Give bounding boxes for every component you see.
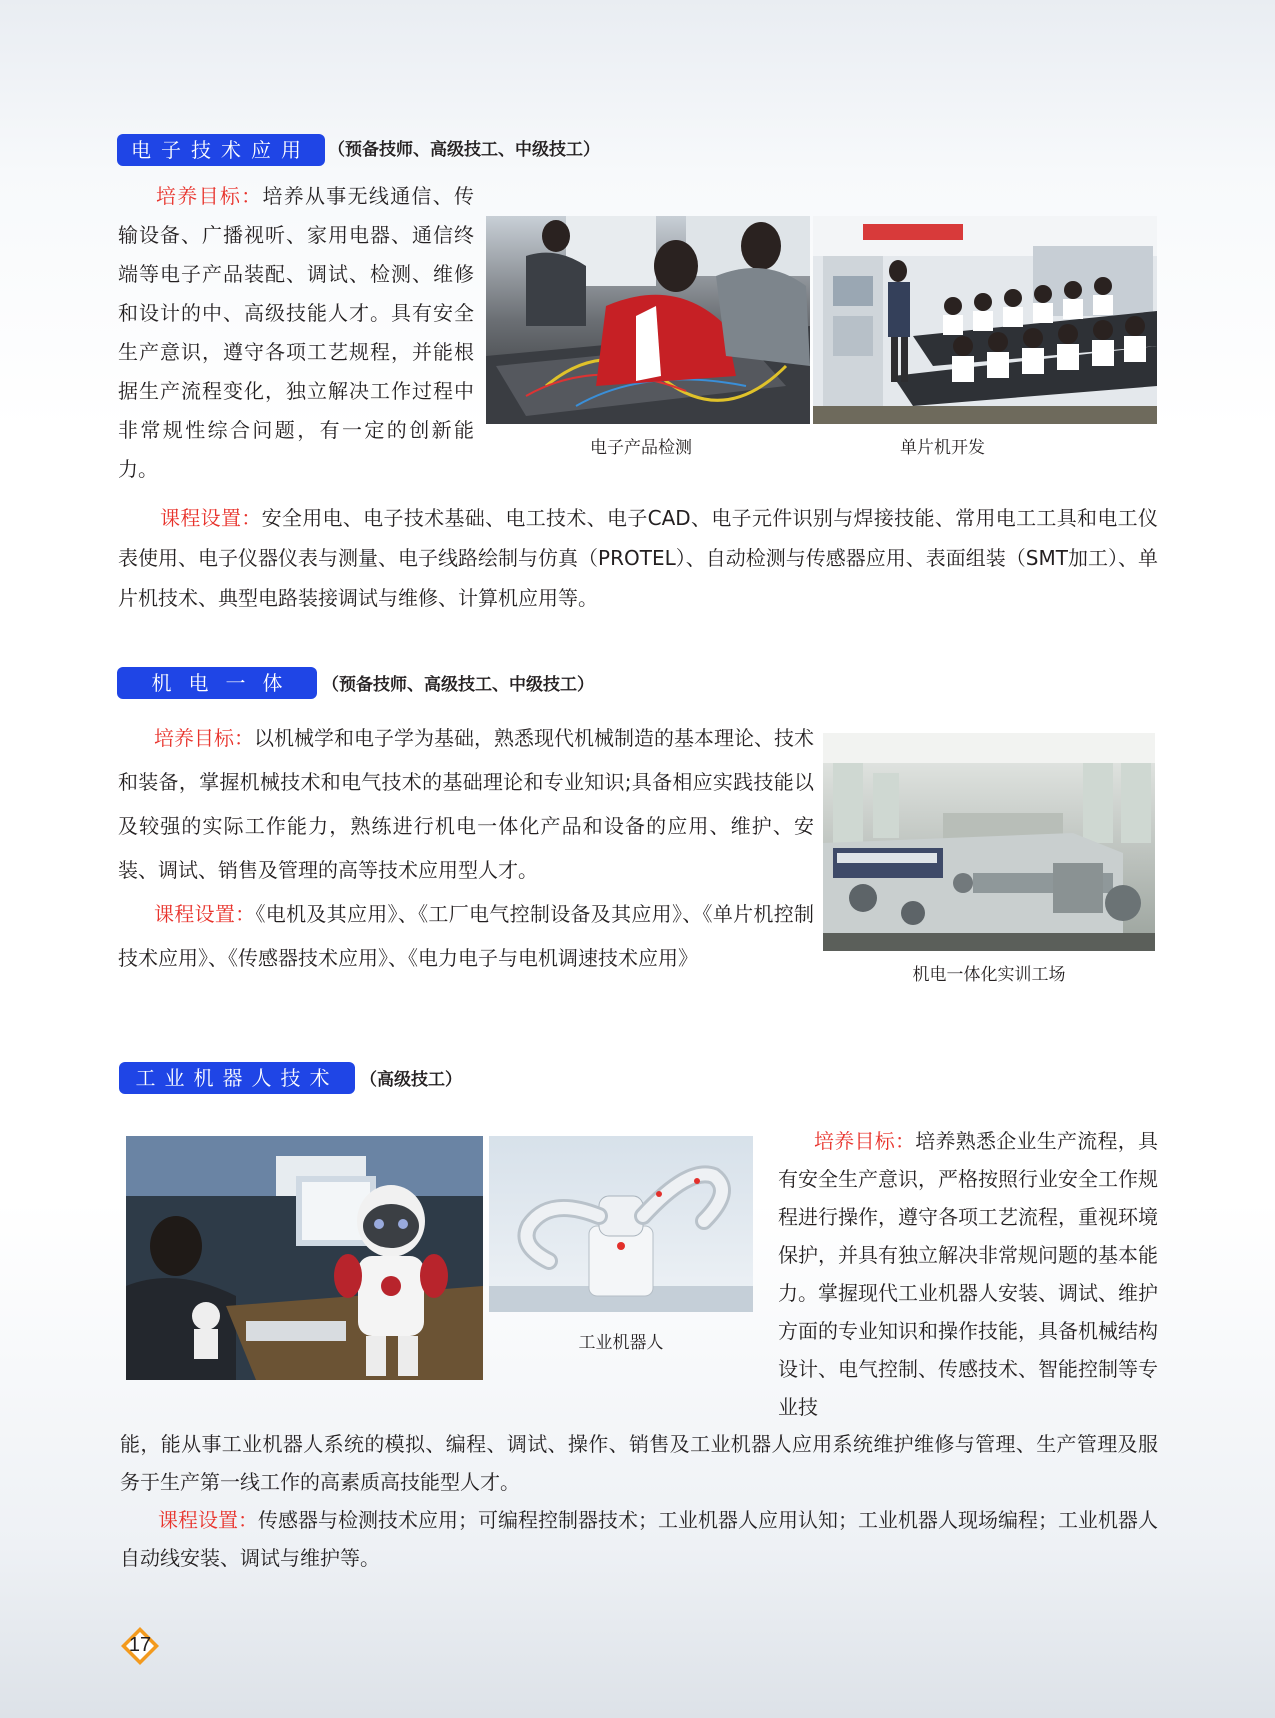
section-levels-robotics: （高级技工） xyxy=(360,1070,462,1090)
course-label: 课程设置： xyxy=(158,1508,258,1532)
section-levels-mechatronics: （预备技师、高级技工、中级技工） xyxy=(322,675,594,695)
page-number-badge xyxy=(120,1626,160,1666)
mechatronics-courses xyxy=(118,892,814,980)
photo-electronics-testing xyxy=(486,216,810,424)
section-levels-electronics: （预备技师、高级技工、中级技工） xyxy=(328,140,600,160)
photo-industrial-robot xyxy=(489,1136,753,1312)
section-title-mechatronics: 机电一体化 xyxy=(117,667,317,699)
goal-label: 培养目标： xyxy=(156,184,263,208)
goal-text: 以机械学和电子学为基础，熟悉现代机械制造的基本理论、技术和装备，掌握机械技术和电气技术的基础理论和专业知识;具备相应实践技能以及较强的实际工作能力，熟练进行机电一体化产品和设备的应用、维护、安装、调试、销售及管理的高等技术应用型人才。 xyxy=(118,726,814,882)
course-label: 课程设置： xyxy=(160,506,262,530)
goal-label: 培养目标： xyxy=(154,726,254,750)
photo-mcu-development xyxy=(813,216,1157,424)
caption-electronics-testing: 电子产品检测 xyxy=(590,438,692,458)
goal-text: 培养从事无线通信、传输设备、广播视听、家用电器、通信终端等电子产品装配、调试、检测、维修和设计的中、高级技能人才。具有安全生产意识，遵守各项工艺规程，并能根据生产流程变化，独立解决工作过程中非常规性综合问题，有一定的创新能力。 xyxy=(118,184,475,481)
photo-mechatronics-workshop xyxy=(823,733,1155,951)
robotics-goal-b: 能，能从事工业机器人系统的模拟、编程、调试、操作、销售及工业机器人应用系统维护维修与管理、生产管理及服务于生产第一线工作的高素质高技能型人才。 xyxy=(120,1432,1158,1494)
section-title-robotics: 工业机器人技术 xyxy=(119,1062,355,1094)
electronics-courses xyxy=(118,498,1158,618)
course-label: 课程设置： xyxy=(154,902,256,926)
section-title-electronics: 电子技术应用 xyxy=(117,134,325,166)
robotics-goal-a xyxy=(778,1122,1158,1426)
caption-mcu-development: 单片机开发 xyxy=(900,438,985,458)
page-number: 17 xyxy=(128,1634,152,1656)
course-text: 安全用电、电子技术基础、电工技术、电子CAD、电子元件识别与焊接技能、常用电工工具和电工仪表使用、电子仪器仪表与测量、电子线路绘制与仿真（PROTEL）、自动检测与传感器应用、表面组装（SMT加工）、单片机技术、典型电路装接调试与维修、计算机应用等。 xyxy=(118,506,1159,610)
caption-industrial-robot: 工业机器人 xyxy=(578,1333,664,1353)
mechatronics-goal xyxy=(118,716,814,892)
robotics-courses xyxy=(120,1501,1158,1577)
photo-robot-lab xyxy=(126,1136,483,1380)
caption-mechatronics-workshop: 机电一体化实训工场 xyxy=(912,965,1066,985)
course-text: 传感器与检测技术应用；可编程控制器技术；工业机器人应用认知；工业机器人现场编程；工业机器人自动线安装、调试与维护等。 xyxy=(120,1508,1158,1570)
course-text: 《电机及其应用》、《工厂电气控制设备及其应用》、《单片机控制技术应用》、《传感器技术应用》、《电力电子与电机调速技术应用》 xyxy=(118,902,815,970)
electronics-goal xyxy=(118,177,474,489)
goal-label: 培养目标： xyxy=(814,1129,916,1153)
goal-text-a: 培养熟悉企业生产流程，具有安全生产意识，严格按照行业安全工作规程进行操作，遵守各项工艺流程，重视环境保护，并具有独立解决非常规问题的基本能力。掌握现代工业机器人安装、调试、维护方面的专业知识和操作技能，具备机械结构设计、电气控制、传感技术、智能控制等专业技 xyxy=(778,1129,1158,1419)
